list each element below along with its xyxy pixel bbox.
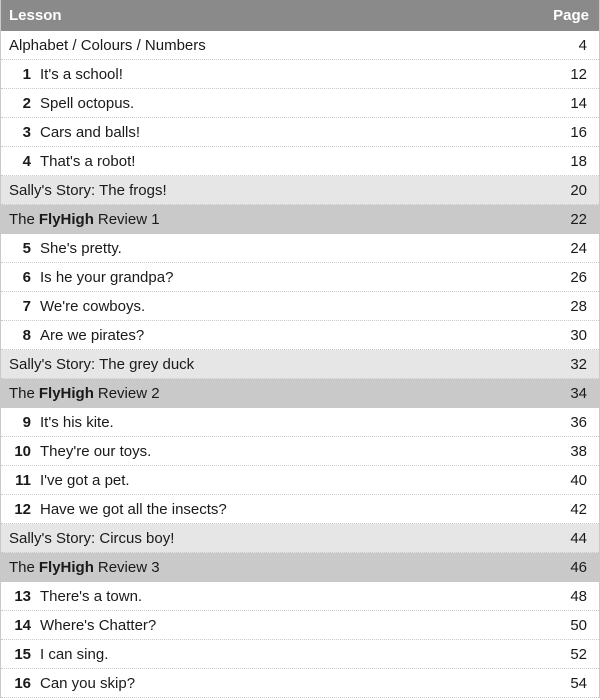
page-number: 14 (570, 94, 587, 112)
unit-title: There's a town. (40, 587, 143, 605)
page-number: 20 (570, 181, 587, 199)
toc-row-unit-5[interactable] (1, 234, 599, 263)
unit-number: 3 (22, 123, 31, 141)
unit-title: It's his kite. (40, 413, 114, 431)
unit-title: I can sing. (40, 645, 109, 663)
unit-title: Have we got all the insects? (40, 500, 227, 518)
page-number: 50 (570, 616, 587, 634)
unit-number: 10 (14, 442, 31, 460)
unit-title: They're our toys. (40, 442, 152, 460)
unit-number: 5 (22, 239, 31, 257)
toc-row-unit-2[interactable] (1, 89, 599, 118)
toc-row-unit-8[interactable] (1, 321, 599, 350)
unit-number: 11 (15, 471, 31, 489)
unit-number: 12 (14, 500, 31, 518)
page-number: 44 (570, 529, 587, 547)
intro-title: Alphabet / Colours / Numbers (9, 36, 206, 54)
review-label: Review 1 (97, 210, 160, 228)
page-number: 24 (570, 239, 587, 257)
page-number: 30 (570, 326, 587, 344)
unit-number: 15 (14, 645, 31, 663)
toc-row-unit-6[interactable] (1, 263, 599, 292)
toc-row-unit-14[interactable] (1, 611, 599, 640)
page-number: 4 (578, 36, 587, 54)
page-column-header: Page (553, 7, 589, 24)
toc-row-unit-1[interactable] (1, 60, 599, 89)
toc-row-unit-7[interactable] (1, 292, 599, 321)
unit-title: Cars and balls! (40, 123, 141, 141)
toc-row-review-2[interactable] (1, 379, 599, 408)
page-number: 54 (570, 674, 587, 692)
toc-row-unit-10[interactable] (1, 437, 599, 466)
page-number: 42 (570, 500, 587, 518)
brand-name: FlyHigh (38, 558, 94, 576)
unit-number: 4 (22, 152, 31, 170)
toc-row-unit-13[interactable] (1, 582, 599, 611)
unit-title: We're cowboys. (40, 297, 146, 315)
page-number: 12 (570, 65, 587, 83)
unit-number: 7 (22, 297, 31, 315)
toc-row-story-1[interactable] (1, 176, 599, 205)
review-prefix: The (9, 384, 35, 402)
toc-row-review-3[interactable] (1, 553, 599, 582)
unit-title: Where's Chatter? (40, 616, 157, 634)
page-number: 52 (570, 645, 587, 663)
unit-number: 8 (22, 326, 31, 344)
unit-title: Spell octopus. (40, 94, 135, 112)
page-number: 48 (570, 587, 587, 605)
page-number: 40 (570, 471, 587, 489)
unit-number: 9 (22, 413, 31, 431)
page-number: 38 (570, 442, 587, 460)
toc-row-review-1[interactable] (1, 205, 599, 234)
toc-row-unit-16[interactable] (1, 669, 599, 698)
story-title: Sally's Story: The frogs! (9, 181, 167, 199)
lesson-column-header: Lesson (9, 7, 62, 24)
review-label: Review 2 (97, 384, 160, 402)
story-title: Sally's Story: The grey duck (9, 355, 195, 373)
page-number: 16 (570, 123, 587, 141)
review-prefix: The (9, 210, 35, 228)
unit-title: I've got a pet. (40, 471, 130, 489)
unit-title: She's pretty. (40, 239, 122, 257)
page-number: 18 (570, 152, 587, 170)
unit-number: 2 (22, 94, 31, 112)
brand-name: FlyHigh (38, 210, 94, 228)
page-number: 36 (570, 413, 587, 431)
toc-row-story-3[interactable] (1, 524, 599, 553)
toc-row-unit-15[interactable] (1, 640, 599, 669)
unit-title: Are we pirates? (40, 326, 145, 344)
unit-title: That's a robot! (40, 152, 136, 170)
page-number: 32 (570, 355, 587, 373)
brand-name: FlyHigh (38, 384, 94, 402)
toc-header (1, 0, 599, 31)
unit-number: 1 (22, 65, 31, 83)
toc-row-unit-12[interactable] (1, 495, 599, 524)
toc-row-unit-4[interactable] (1, 147, 599, 176)
unit-title: Is he your grandpa? (40, 268, 174, 286)
story-title: Sally's Story: Circus boy! (9, 529, 175, 547)
review-prefix: The (9, 558, 35, 576)
page-number: 34 (570, 384, 587, 402)
unit-number: 13 (14, 587, 31, 605)
review-label: Review 3 (97, 558, 160, 576)
toc-row-unit-9[interactable] (1, 408, 599, 437)
toc-row-story-2[interactable] (1, 350, 599, 379)
unit-number: 16 (14, 674, 31, 692)
page-number: 28 (570, 297, 587, 315)
page-number: 46 (570, 558, 587, 576)
page-number: 22 (570, 210, 587, 228)
unit-number: 6 (22, 268, 31, 286)
unit-title: Can you skip? (40, 674, 136, 692)
unit-title: It's a school! (40, 65, 123, 83)
toc-row-unit-11[interactable] (1, 466, 599, 495)
toc-row-unit-3[interactable] (1, 118, 599, 147)
unit-number: 14 (14, 616, 31, 634)
page-number: 26 (570, 268, 587, 286)
toc-row-intro[interactable] (1, 31, 599, 60)
